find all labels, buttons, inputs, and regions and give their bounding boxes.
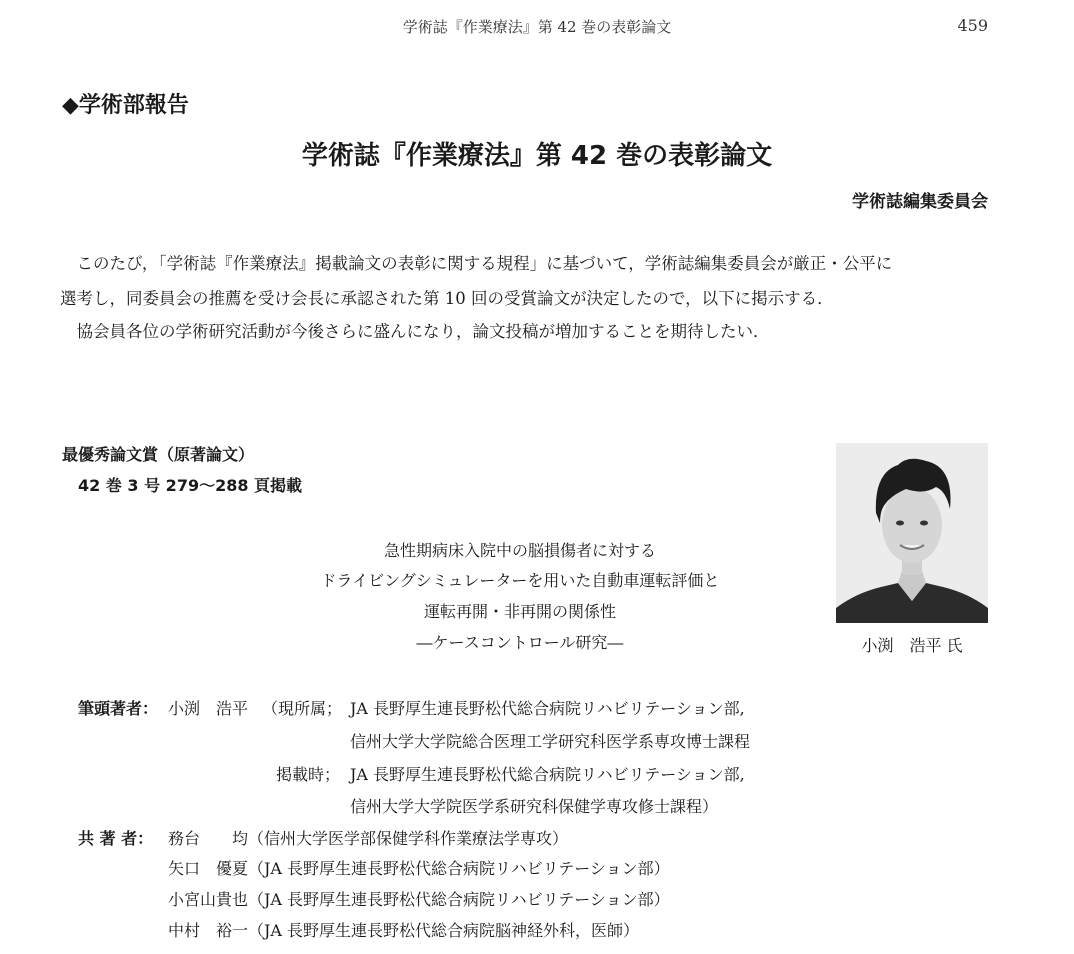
first-author-name: 小渕 浩平 [168, 699, 249, 718]
page-title: 学術誌『作業療法』第 42 巻の表彰論文 [301, 141, 773, 171]
intro-line-3: 協会員各位の学術研究活動が今後さらに盛んになり，論文投稿が増加することを期待したい． [60, 322, 770, 341]
intro-line-2: 選考し，同委員会の推薦を受け会長に承認された第 10 回の受賞論文が決定したので，以下に掲示する． [60, 289, 834, 308]
award-publication: 42 巻 3 号 279〜288 頁掲載 [78, 476, 303, 495]
coauthor-label: 共 著 者： [78, 829, 154, 848]
committee-name: 学術誌編集委員会 [852, 192, 988, 212]
running-head: 学術誌『作業療法』第 42 巻の表彰論文 [402, 18, 672, 36]
first-author-label: 筆頭著者： [78, 699, 159, 718]
paper-title-line-1: 急性期病床入院中の脳損傷者に対する [383, 541, 656, 560]
publication-affiliation-2: 信州大学大学院医学系研究科保健学専攻修士課程） [350, 797, 719, 816]
publication-affiliation-1: JA 長野厚生連長野松代総合病院リハビリテーション部, [350, 765, 745, 784]
coauthor-item: 中村 裕一（JA 長野厚生連長野松代総合病院脳神経外科，医師） [168, 921, 640, 940]
publication-affiliation-prefix: 掲載時； [276, 765, 341, 784]
current-affiliation-2: 信州大学大学院総合医理工学研究科医学系専攻博士課程 [350, 732, 751, 751]
portrait-image [836, 443, 988, 623]
author-photo [836, 443, 988, 623]
award-title: 最優秀論文賞（原著論文） [62, 445, 255, 464]
coauthor-item: 矢口 優夏（JA 長野厚生連長野松代総合病院リハビリテーション部） [168, 859, 670, 878]
current-affiliation-prefix: （現所属； [262, 699, 343, 718]
intro-line-1: このたび，「学術誌『作業療法』掲載論文の表彰に関する規程」に基づいて，学術誌編集委員会が厳正・公平に [60, 254, 893, 273]
section-label: ◆学術部報告 [62, 93, 189, 118]
paper-subtitle: ―ケースコントロール研究― [416, 633, 624, 652]
current-affiliation-1: JA 長野厚生連長野松代総合病院リハビリテーション部, [350, 699, 745, 718]
coauthor-item: 小宮山貴也（JA 長野厚生連長野松代総合病院リハビリテーション部） [168, 890, 670, 909]
coauthor-item: 務台 均（信州大学医学部保健学科作業療法学専攻） [168, 829, 569, 848]
paper-title-line-2: ドライビングシミュレーターを用いた自動車運転評価と [320, 571, 720, 590]
page-number: 459 [957, 16, 988, 35]
paper-title-line-3: 運転再開・非再開の関係性 [423, 602, 616, 621]
photo-caption: 小渕 浩平 氏 [861, 636, 963, 655]
